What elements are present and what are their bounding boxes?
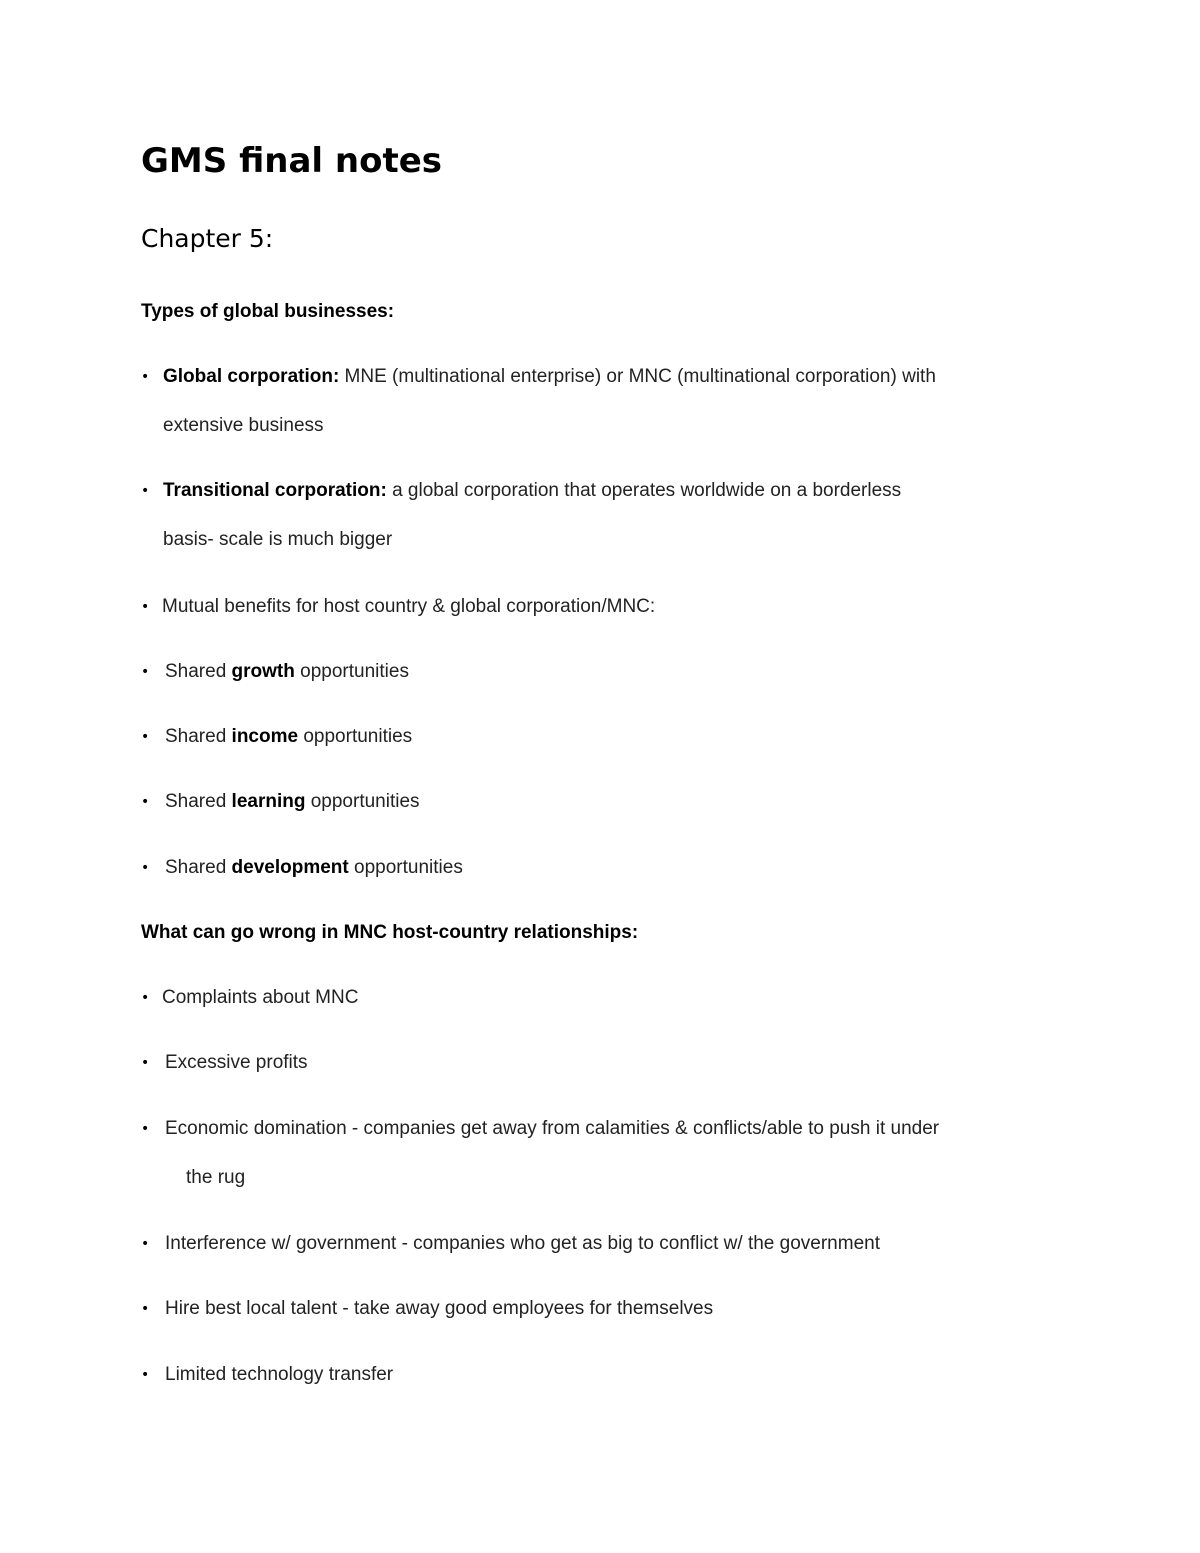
list-item-shared-growth	[165, 659, 409, 685]
bullet-icon: •	[141, 369, 150, 385]
shared-prefix: Shared	[165, 726, 232, 747]
term-transitional-corporation: Transitional corporation:	[163, 480, 387, 501]
section-heading-what-can-go-wrong: What can go wrong in MNC host-country relationships:	[141, 922, 639, 943]
shared-prefix: Shared	[165, 661, 232, 682]
list-item-excessive-profits: Excessive profits	[165, 1052, 308, 1073]
list-item-complaints: Complaints about MNC	[162, 987, 359, 1008]
document-title: GMS final notes	[141, 141, 443, 181]
bullet-icon: •	[141, 1121, 150, 1137]
shared-term: growth	[231, 661, 295, 682]
list-item-shared-income	[165, 724, 412, 750]
bullet-icon: •	[141, 729, 150, 745]
definition-global-corporation: MNE (multinational enterprise) or MNC (multinational corporation) with	[339, 366, 936, 387]
bullet-icon: •	[141, 483, 150, 499]
shared-prefix: Shared	[165, 791, 232, 812]
list-item-global-corporation	[163, 364, 936, 390]
shared-suffix: opportunities	[348, 857, 463, 878]
list-item-economic-domination: Economic domination - companies get away from calamities & conflicts/able to push it under	[165, 1118, 940, 1139]
bullet-icon: •	[141, 990, 150, 1006]
term-global-corporation: Global corporation:	[163, 366, 340, 387]
bullet-icon: •	[141, 664, 150, 680]
shared-suffix: opportunities	[298, 726, 413, 747]
bullet-icon: •	[141, 1367, 150, 1383]
definition-transitional-corporation: a global corporation that operates worldwide on a borderless	[386, 480, 902, 501]
list-item-continuation: extensive business	[163, 415, 324, 436]
shared-suffix: opportunities	[294, 661, 409, 682]
bullet-icon: •	[141, 599, 150, 615]
list-item-hire-talent: Hire best local talent - take away good employees for themselves	[165, 1298, 714, 1319]
list-item-shared-development	[165, 855, 463, 881]
list-item-interference: Interference w/ government - companies who get as big to conflict w/ the government	[165, 1233, 880, 1254]
list-item-shared-learning	[165, 789, 420, 815]
list-item-continuation: the rug	[186, 1167, 246, 1188]
bullet-icon: •	[141, 1301, 150, 1317]
list-item-limited-technology: Limited technology transfer	[165, 1364, 394, 1385]
list-item-mutual-benefits: Mutual benefits for host country & global corporation/MNC:	[162, 596, 656, 617]
bullet-icon: •	[141, 860, 150, 876]
shared-prefix: Shared	[165, 857, 232, 878]
shared-term: development	[231, 857, 349, 878]
shared-term: learning	[231, 791, 306, 812]
list-item-continuation: basis- scale is much bigger	[163, 529, 393, 550]
chapter-heading: Chapter 5:	[141, 224, 274, 253]
bullet-icon: •	[141, 1055, 150, 1071]
bullet-icon: •	[141, 794, 150, 810]
list-item-transitional-corporation	[163, 478, 901, 504]
section-heading-types: Types of global businesses:	[141, 301, 395, 322]
shared-suffix: opportunities	[305, 791, 420, 812]
shared-term: income	[231, 726, 299, 747]
bullet-icon: •	[141, 1236, 150, 1252]
